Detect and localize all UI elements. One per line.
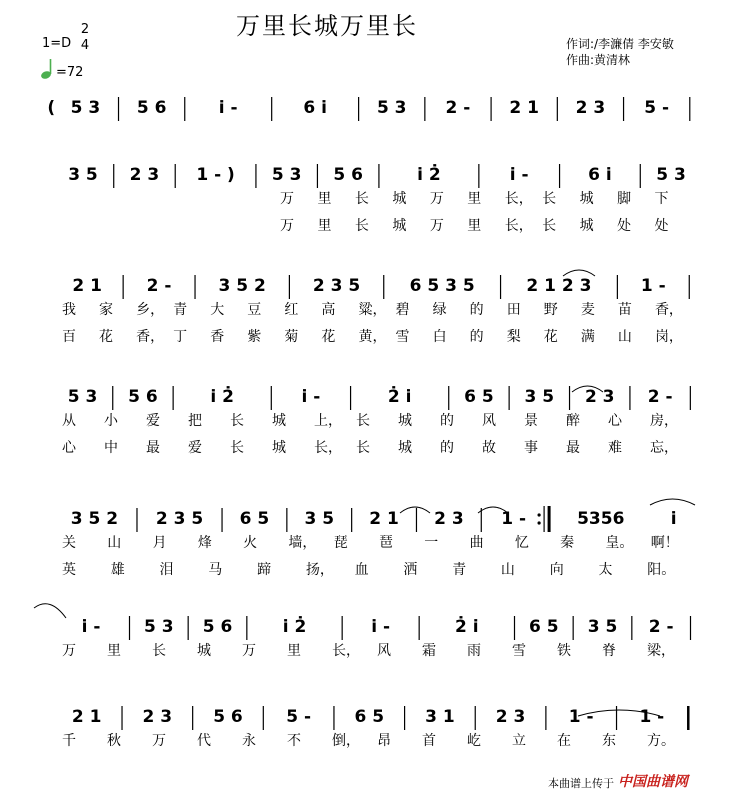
note-group: 2 3 <box>129 165 160 185</box>
lyric-syllable: 长 <box>354 191 369 207</box>
lyric-syllable: 中 <box>104 440 118 456</box>
note-group: 2 - <box>445 98 471 118</box>
note-group: 1 - <box>640 276 666 296</box>
lyric-syllable: 长， <box>332 643 360 659</box>
lyric-syllable: 城 <box>392 191 407 207</box>
lyric-syllable: 秦 <box>560 535 575 551</box>
lyric-syllable: 倒， <box>332 733 360 749</box>
key-signature: 1=D <box>42 36 72 51</box>
lyric-syllable: 把 <box>188 413 202 429</box>
lyricist-credit: 作词:/李濂倩 李安敏 <box>566 37 674 51</box>
lyric-syllable: 万 <box>242 643 256 659</box>
lyric-syllable: 琵 <box>333 535 348 551</box>
lyric-syllable: 花 <box>321 329 336 345</box>
note-group: 2 1 <box>72 276 102 296</box>
lyric-syllable: 月 <box>152 535 167 551</box>
lyric-syllable: 城 <box>197 643 211 659</box>
lyric-syllable: 长 <box>356 440 370 456</box>
lyric-syllable: 城 <box>579 191 594 207</box>
lyric-syllable: 血 <box>354 562 369 578</box>
notation-row <box>71 506 677 532</box>
lyric-syllable: 豆 <box>247 302 262 318</box>
lyric-syllable: 泪 <box>159 562 174 578</box>
lyric-syllable: 长 <box>230 440 244 456</box>
lyric-syllable: 梨 <box>506 329 521 345</box>
notation-row <box>82 615 691 640</box>
lyric-syllable: 脊 <box>602 643 616 659</box>
note-group: 5 3 <box>271 165 302 185</box>
note-group: 2 3 <box>434 509 464 529</box>
lyric-line <box>62 301 683 318</box>
lyric-syllable: 雪 <box>395 329 410 345</box>
lyric-line <box>62 642 675 659</box>
lyric-syllable: 城 <box>398 440 412 456</box>
lyric-syllable: 城 <box>392 218 407 234</box>
lyric-syllable: 万 <box>280 191 294 207</box>
lyric-syllable: 从 <box>62 413 76 429</box>
note-group: i̇ 2̇ <box>282 617 307 637</box>
lyric-syllable: 碧 <box>395 302 410 318</box>
lyric-syllable: 青 <box>173 302 188 318</box>
lyric-syllable: 长 <box>542 191 557 207</box>
site-logo: 中国曲谱网 <box>618 774 688 790</box>
lyric-syllable: 城 <box>272 440 286 456</box>
lyric-syllable: 山 <box>500 562 515 578</box>
lyric-syllable: 长 <box>152 643 166 659</box>
lyric-syllable: 永 <box>242 733 256 749</box>
lyric-line <box>62 561 675 578</box>
lyric-syllable: 爱 <box>188 440 202 456</box>
note-group: 3 5 2 <box>70 509 119 529</box>
note-group: 6 5 3 5 <box>409 276 475 296</box>
note-group: 3 5 <box>524 387 555 407</box>
lyric-line <box>62 732 675 749</box>
lyric-syllable: 家 <box>99 302 114 318</box>
lyric-syllable: 长， <box>504 218 533 234</box>
lyric-syllable: 长 <box>542 218 557 234</box>
repeat-dot <box>537 521 540 524</box>
lyric-syllable: 风 <box>482 413 496 429</box>
note-group: i̇ - <box>371 617 391 637</box>
lyric-syllable: 最 <box>566 440 580 456</box>
lyric-syllable: 事 <box>524 440 538 456</box>
note-group: 5 3 <box>376 98 407 118</box>
lyric-syllable: 难 <box>608 440 622 456</box>
notation-row <box>72 275 689 299</box>
lyric-syllable: 城 <box>398 413 412 429</box>
lyric-syllable: 万 <box>152 733 166 749</box>
lyric-syllable: 粱， <box>358 302 387 318</box>
lyric-syllable: 房， <box>650 413 678 429</box>
note-group: 5356 <box>577 509 625 529</box>
note-group: 5 3 <box>70 98 101 118</box>
lyric-syllable: 小 <box>104 413 118 429</box>
note-group: 5 6 <box>213 707 243 727</box>
note-group: i̇ - <box>301 387 321 407</box>
lyric-syllable: 千 <box>62 733 76 749</box>
note-group: 2̇ i̇ <box>455 617 479 637</box>
lyric-line <box>280 217 669 234</box>
lyric-syllable: 的 <box>440 413 454 429</box>
lyric-syllable: 的 <box>469 302 484 318</box>
note-group: 3 5 <box>68 165 98 185</box>
lyric-syllable: 万 <box>429 218 444 234</box>
lyric-syllable: 花 <box>543 329 558 345</box>
lyric-syllable: 脚 <box>617 191 632 207</box>
repeat-dot <box>537 513 540 516</box>
note-group: i̇ - <box>509 165 529 185</box>
lyric-syllable: 墙， <box>288 535 317 551</box>
note-group: 2 1 <box>369 509 399 529</box>
lyric-syllable: 屹 <box>467 733 481 749</box>
lyric-syllable: 岗， <box>654 329 683 345</box>
note-group: 5 6 <box>202 617 233 637</box>
lyric-syllable: 山 <box>107 535 122 551</box>
note-group: i̇ <box>670 509 677 529</box>
lyric-syllable: 首 <box>422 733 436 749</box>
lyric-syllable: 曲 <box>469 535 484 551</box>
note-group: 3 1 <box>425 707 455 727</box>
lyric-syllable: 霜 <box>422 643 436 659</box>
lyric-syllable: 里 <box>107 643 121 659</box>
lyric-syllable: 秋 <box>107 733 121 749</box>
lyric-line <box>62 328 683 345</box>
note-group: 6 5 <box>354 707 385 727</box>
lyric-syllable: 万 <box>429 191 444 207</box>
lyric-syllable: 里 <box>317 191 332 207</box>
note-group: i̇ 2̇ <box>417 165 441 185</box>
lyric-syllable: 英 <box>62 562 76 578</box>
note-group: 2 3 <box>142 707 173 727</box>
lyric-syllable: 处 <box>617 218 632 234</box>
lyric-syllable: 铁 <box>557 643 571 659</box>
lyric-syllable: 菊 <box>284 329 299 345</box>
lyric-syllable: 啊！ <box>650 535 679 551</box>
lyric-syllable: 关 <box>62 535 76 551</box>
slur-arc <box>400 507 430 513</box>
note-group: 2 - <box>648 617 674 637</box>
lyric-syllable: 香 <box>210 329 225 345</box>
note-group: 6 5 <box>239 509 270 529</box>
footer-upload-text: 本曲谱上传于 <box>548 777 614 790</box>
lyric-syllable: 香， <box>136 329 165 345</box>
lyric-syllable: 在 <box>557 733 571 749</box>
lyric-syllable: 田 <box>506 302 521 318</box>
note-group: 5 - <box>286 707 312 727</box>
lyric-syllable: 满 <box>580 329 595 345</box>
note-group: 2̇ i̇ <box>387 387 412 407</box>
lyric-syllable: 青 <box>452 562 467 578</box>
note-group: 5 6 <box>128 387 158 407</box>
note-group: 2 - <box>146 276 172 296</box>
note-group: 2 - <box>647 387 673 407</box>
lyric-syllable: 蹄 <box>257 562 272 578</box>
lyric-syllable: 的 <box>440 440 454 456</box>
lyric-syllable: 火 <box>243 535 258 551</box>
composer-credit: 作曲:黄清林 <box>566 53 631 67</box>
lyric-syllable: 马 <box>208 562 223 578</box>
time-signature-top: 2 <box>80 22 90 37</box>
note-group: 5 - <box>644 98 670 118</box>
lyric-syllable: 野 <box>543 302 558 318</box>
note-group: 5 6 <box>333 165 363 185</box>
note-group: i̇ 2̇ <box>210 387 235 407</box>
lyric-syllable: 万 <box>62 643 76 659</box>
lyric-syllable: 故 <box>482 440 496 456</box>
note-group: 2 3 <box>575 98 606 118</box>
lyric-syllable: 我 <box>62 302 76 318</box>
note-group: 6 5 <box>529 617 559 637</box>
lyric-line <box>62 439 678 456</box>
note-group: 5 3 <box>67 387 98 407</box>
lyric-syllable: 长， <box>504 191 533 207</box>
lyric-syllable: 长 <box>230 413 244 429</box>
lyric-syllable: 高 <box>321 302 336 318</box>
lyric-syllable: 大 <box>210 302 225 318</box>
notation-row <box>72 706 688 730</box>
lyric-syllable: 雪 <box>512 643 526 659</box>
note-group: 2 3 <box>584 387 615 407</box>
lyric-syllable: 麦 <box>580 302 595 318</box>
lyric-syllable: 上， <box>314 413 342 429</box>
lyric-syllable: 阳。 <box>647 562 676 578</box>
note-group: 1 - <box>639 707 665 727</box>
lyric-syllable: 忘， <box>650 440 678 456</box>
lyric-syllable: 苗 <box>617 302 632 318</box>
note-group: 1 - <box>501 509 527 529</box>
lyric-syllable: 山 <box>617 329 632 345</box>
lyric-syllable: 梁， <box>647 643 675 659</box>
lyric-syllable: 琶 <box>379 535 393 551</box>
lyric-syllable: 城 <box>272 413 286 429</box>
lyric-syllable: 心 <box>608 413 622 429</box>
lyric-syllable: 代 <box>197 733 211 749</box>
note-group: 2 3 5 <box>155 509 204 529</box>
lyric-syllable: 向 <box>549 562 564 578</box>
note-group: 5 3 <box>656 165 686 185</box>
lyric-syllable: 城 <box>579 218 594 234</box>
lyric-syllable: 丁 <box>173 329 188 345</box>
lyric-line <box>280 191 669 207</box>
lyric-syllable: 万 <box>280 218 294 234</box>
lyric-syllable: 方。 <box>647 733 675 749</box>
lyric-syllable: 雨 <box>467 643 481 659</box>
time-signature-bottom: 4 <box>80 38 90 53</box>
note-group: 2 1 <box>509 98 539 118</box>
lyric-syllable: 洒 <box>403 562 418 578</box>
lyric-syllable: 红 <box>284 302 299 318</box>
lyric-syllable: 忆 <box>514 535 529 551</box>
lyric-syllable: 昂 <box>377 733 391 749</box>
lyric-syllable: 长 <box>354 218 369 234</box>
note-group: ( <box>47 98 56 118</box>
note-group: 6 i̇ <box>588 165 612 185</box>
lyric-syllable: 下 <box>654 191 669 207</box>
lyric-syllable: 景 <box>524 413 538 429</box>
lyric-syllable: 绿 <box>432 302 447 318</box>
song-title: 万里长城万里长 <box>236 12 418 40</box>
note-group: 6 i̇ <box>303 98 327 118</box>
lyric-syllable: 长， <box>314 440 342 456</box>
note-group: 5 3 <box>144 617 174 637</box>
lyric-syllable: 东 <box>602 733 616 749</box>
lyric-syllable: 醉 <box>566 413 580 429</box>
note-group: 1 - ) <box>196 165 235 185</box>
notation-row <box>47 97 689 121</box>
note-group: 2 3 <box>495 707 526 727</box>
note-group: 1 - <box>568 707 594 727</box>
lyric-syllable: 里 <box>467 191 482 207</box>
lyric-syllable: 不 <box>287 733 301 749</box>
note-group: 2 1 <box>71 707 102 727</box>
lyric-syllable: 风 <box>377 643 391 659</box>
note-group: i̇ - <box>218 98 238 118</box>
lyric-syllable: 爱 <box>146 413 160 429</box>
lyric-syllable: 里 <box>317 218 332 234</box>
lyric-syllable: 扬， <box>305 562 334 578</box>
lyric-syllable: 花 <box>99 329 114 345</box>
lyric-syllable: 乡， <box>136 302 165 318</box>
note-group: 3 5 2 <box>218 276 266 296</box>
lyric-syllable: 百 <box>62 329 76 345</box>
note-group: 3 5 <box>587 617 618 637</box>
note-group: 2 1 2 3 <box>526 276 592 296</box>
lyric-syllable: 皇。 <box>605 535 634 551</box>
lyric-syllable: 雄 <box>110 562 125 578</box>
slur-arc <box>650 499 695 505</box>
lyric-syllable: 里 <box>467 218 482 234</box>
note-group: 5 6 <box>136 98 167 118</box>
lyric-syllable: 香， <box>654 302 683 318</box>
lyric-syllable: 太 <box>598 562 613 578</box>
slur-arc <box>34 604 66 618</box>
note-group: i̇ - <box>81 617 101 637</box>
lyric-syllable: 最 <box>146 440 160 456</box>
lyric-syllable: 烽 <box>197 535 212 551</box>
notation-row <box>68 163 686 188</box>
lyric-syllable: 的 <box>469 329 484 345</box>
lyric-syllable: 一 <box>424 535 439 551</box>
lyric-syllable: 紫 <box>247 329 262 345</box>
lyric-syllable: 黄， <box>358 329 387 345</box>
lyric-syllable: 白 <box>432 329 447 345</box>
lyric-line <box>62 534 679 551</box>
note-group: 2 3 5 <box>312 276 361 296</box>
lyric-syllable: 里 <box>287 643 301 659</box>
lyric-line <box>62 412 678 429</box>
note-group: 3 5 <box>304 509 335 529</box>
lyric-syllable: 长 <box>356 413 370 429</box>
lyric-syllable: 心 <box>62 440 76 456</box>
note-group: 6 5 <box>464 387 494 407</box>
lyric-syllable: 处 <box>654 218 669 234</box>
lyric-syllable: 立 <box>512 733 526 749</box>
tempo-marking: =72 <box>56 65 84 80</box>
